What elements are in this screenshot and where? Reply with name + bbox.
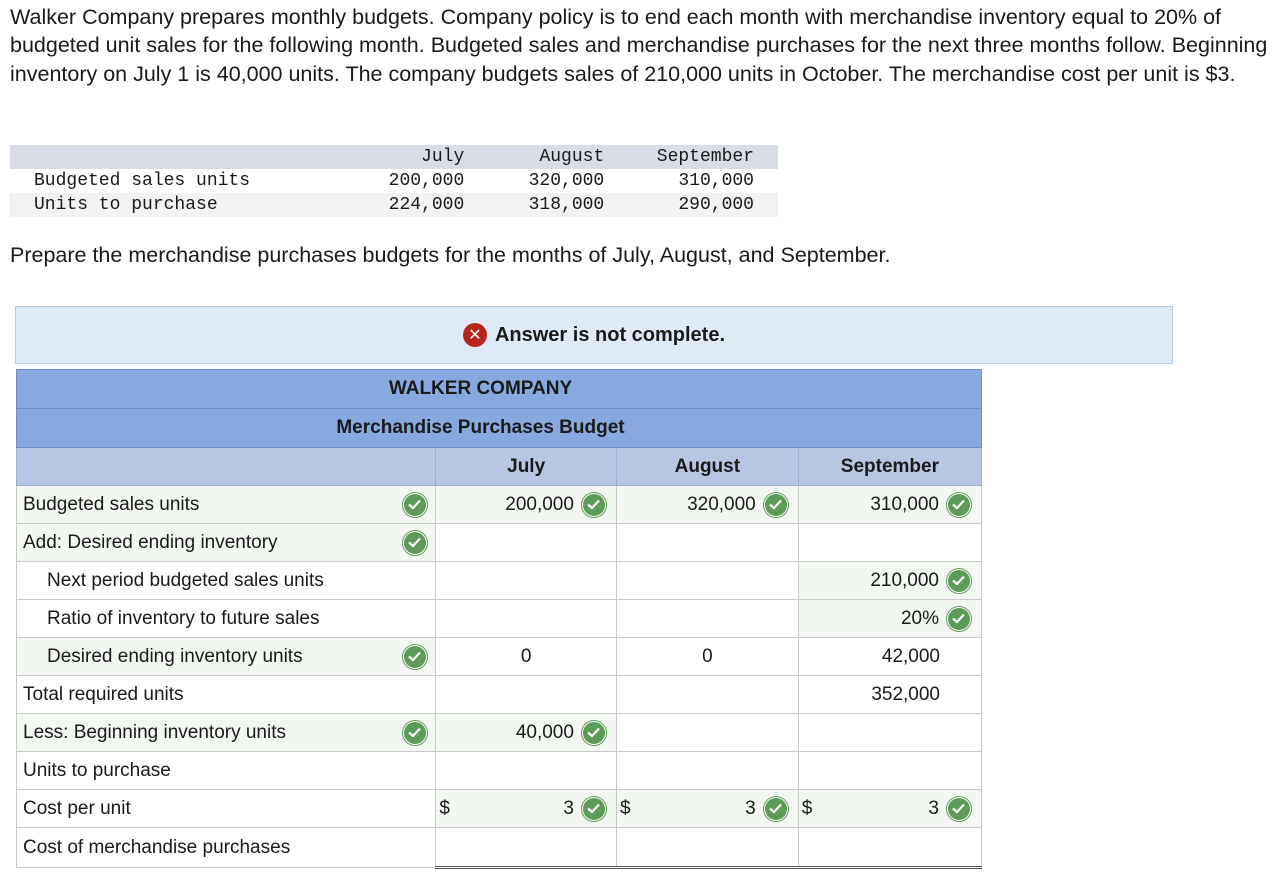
given-cell: 310,000 — [678, 171, 754, 191]
july-total-required — [436, 676, 617, 714]
july-units-to-purchase — [436, 752, 617, 790]
check-icon — [764, 797, 788, 821]
input-august-beginning-inventory[interactable] — [616, 714, 798, 752]
input-july-beginning-inventory[interactable]: 40,000 — [436, 714, 617, 752]
problem-statement: Walker Company prepares monthly budgets. Company policy is to end each month with merchandise inventory equal to 20% of budgeted unit sales for the following month. Budgeted sales and merchandise purchases for the next three months follow. Beginning inventory on July 1 is 40,000 units. The company budgets sales of 210,000 units in October. The merchandise cost per unit is $3. — [10, 5, 1268, 86]
given-header-july: July — [331, 145, 464, 169]
input-july-next-period[interactable] — [436, 562, 617, 600]
given-cell: 290,000 — [604, 193, 778, 217]
purchases-budget-table — [16, 369, 982, 869]
given-data-table — [10, 145, 778, 217]
september-units-to-purchase — [798, 752, 981, 790]
given-row-label: Budgeted sales units — [34, 171, 251, 191]
input-august-add-desired[interactable] — [616, 524, 798, 562]
answer-status-banner — [15, 306, 1173, 364]
check-icon — [947, 569, 971, 593]
september-cost-of-purchases — [798, 828, 981, 868]
september-desired-ending-units: 42,000 — [798, 638, 981, 676]
input-august-next-period[interactable] — [616, 562, 798, 600]
input-september-ratio[interactable]: 20% — [798, 600, 981, 638]
check-icon — [403, 645, 427, 669]
row-label-units-to-purchase: Units to purchase — [17, 752, 436, 790]
check-icon — [764, 493, 788, 517]
row-label-ratio: Ratio of inventory to future sales — [17, 600, 436, 638]
july-desired-ending-units: 0 — [436, 638, 617, 676]
budget-title: Merchandise Purchases Budget — [17, 409, 982, 448]
august-desired-ending-units: 0 — [616, 638, 798, 676]
input-august-budgeted-sales[interactable]: 320,000 — [616, 486, 798, 524]
given-cell: 318,000 — [464, 193, 604, 217]
given-cell: 224,000 — [331, 193, 464, 217]
row-label-cost-per-unit: Cost per unit — [17, 790, 436, 828]
row-label-next-period-sales: Next period budgeted sales units — [17, 562, 436, 600]
check-icon — [947, 797, 971, 821]
given-cell: 320,000 — [528, 171, 605, 191]
check-icon — [582, 493, 606, 517]
check-icon — [947, 607, 971, 631]
input-august-cost-per-unit[interactable]: $ 3 — [616, 790, 798, 828]
given-cell: 200,000 — [388, 171, 465, 191]
august-total-required — [616, 676, 798, 714]
answer-status-text: Answer is not complete. — [494, 323, 726, 346]
row-label-budgeted-sales[interactable]: Budgeted sales units — [17, 486, 436, 524]
row-label-desired-ending-units[interactable]: Desired ending inventory units — [17, 638, 436, 676]
x-circle-icon: ✕ — [463, 323, 487, 347]
column-july: July — [436, 448, 617, 486]
input-july-ratio[interactable] — [436, 600, 617, 638]
august-units-to-purchase — [616, 752, 798, 790]
instruction-text: Prepare the merchandise purchases budgets for the months of July, August, and September. — [10, 243, 891, 267]
row-label-add-desired-ending[interactable]: Add: Desired ending inventory — [17, 524, 436, 562]
row-label-beginning-inventory[interactable]: Less: Beginning inventory units — [17, 714, 436, 752]
check-icon — [403, 721, 427, 745]
september-total-required: 352,000 — [798, 676, 981, 714]
input-july-cost-per-unit[interactable]: $ 3 — [436, 790, 617, 828]
check-icon — [403, 531, 427, 555]
given-header-september: September — [604, 145, 778, 169]
input-july-add-desired[interactable] — [436, 524, 617, 562]
column-september: September — [798, 448, 981, 486]
column-august: August — [616, 448, 798, 486]
input-july-budgeted-sales[interactable]: 200,000 — [436, 486, 617, 524]
input-september-add-desired[interactable] — [798, 524, 981, 562]
input-september-beginning-inventory[interactable] — [798, 714, 981, 752]
check-icon — [947, 493, 971, 517]
august-cost-of-purchases — [616, 828, 798, 868]
row-label-cost-of-purchases: Cost of merchandise purchases — [17, 828, 436, 868]
input-august-ratio[interactable] — [616, 600, 798, 638]
given-row-label: Units to purchase — [10, 193, 331, 217]
check-icon — [582, 797, 606, 821]
input-september-cost-per-unit[interactable]: $ 3 — [798, 790, 981, 828]
row-label-total-required: Total required units — [17, 676, 436, 714]
july-cost-of-purchases — [436, 828, 617, 868]
company-name: WALKER COMPANY — [17, 370, 982, 409]
input-september-budgeted-sales[interactable]: 310,000 — [798, 486, 981, 524]
check-icon — [582, 721, 606, 745]
given-header-august: August — [464, 145, 604, 169]
input-september-next-period[interactable]: 210,000 — [798, 562, 981, 600]
check-icon — [403, 493, 427, 517]
